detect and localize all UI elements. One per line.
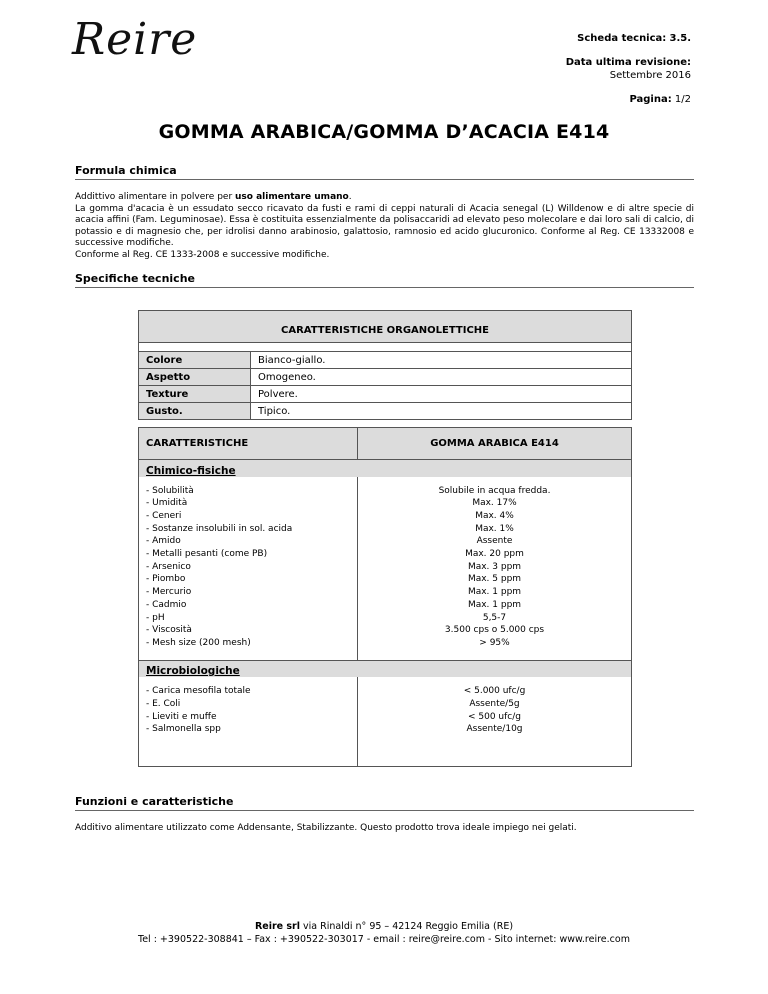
spec-value: < 500 ufc/g [467, 711, 521, 722]
document-title: GOMMA ARABICA/GOMMA D’ACACIA E414 [158, 121, 610, 143]
spec-value: Max. 5 ppm [467, 574, 522, 585]
spec-name: - Carica mesofila totale [146, 686, 251, 697]
table-row [139, 386, 632, 403]
scheda-label: Scheda tecnica: [577, 33, 667, 44]
chimico-fisiche-values [358, 477, 632, 661]
spec-value: Max. 1 ppm [467, 599, 522, 610]
org-value: Tipico. [251, 403, 632, 420]
org-key: Aspetto [139, 369, 251, 386]
org-value: Omogeneo. [251, 369, 632, 386]
organolettiche-table [138, 310, 632, 420]
spec-value: Max. 3 ppm [467, 561, 522, 572]
spec-name: - Ceneri [146, 510, 182, 521]
spec-name: - Sostanze insolubili in sol. acida [146, 523, 293, 534]
microbiologiche-names [139, 677, 358, 766]
spec-value: Assente/10g [466, 724, 523, 735]
spec-name: - Umidità [146, 498, 188, 509]
spec-value: 3.500 cps o 5.000 cps [444, 625, 545, 636]
data-revisione [566, 56, 691, 82]
formula-line-last: Conforme al Reg. CE 1333-2008 e successive modifiche. [75, 249, 330, 260]
table-row [139, 369, 632, 386]
microbiologiche-values [358, 677, 632, 766]
col-caratteristiche: CARATTERISTICHE [139, 428, 358, 460]
pagina [629, 93, 691, 106]
spec-name: - Salmonella spp [146, 724, 221, 735]
section-heading-formula: Formula chimica [75, 164, 694, 180]
organolettiche-heading: CARATTERISTICHE ORGANOLETTICHE [139, 311, 632, 343]
spec-name: - pH [146, 612, 165, 623]
spec-name: - Cadmio [146, 599, 187, 610]
table-row [139, 352, 632, 369]
org-value: Bianco-giallo. [251, 352, 632, 369]
spec-name: - Arsenico [146, 561, 191, 572]
spec-value: Assente [476, 536, 513, 547]
section-heading-funzioni: Funzioni e caratteristiche [75, 795, 694, 811]
scheda-tecnica [577, 32, 691, 45]
formula-paragraph [75, 192, 694, 262]
spec-value: Max. 1 ppm [467, 587, 522, 598]
group-chimico-fisiche: Chimico-fisiche [139, 460, 632, 477]
org-key: Gusto. [139, 403, 251, 420]
spec-value: Max. 17% [472, 498, 517, 509]
organolettiche-spacer [139, 343, 632, 352]
scheda-value: 3.5. [669, 33, 691, 44]
org-value: Polvere. [251, 386, 632, 403]
col-gomma-arabica: GOMMA ARABICA E414 [358, 428, 632, 460]
section-heading-specifiche: Specifiche tecniche [75, 272, 694, 288]
spec-value: 5,5-7 [482, 612, 507, 623]
table-row [139, 403, 632, 420]
footer-contacts: Tel : +390522-308841 – Fax : +390522-303017 - email : reire@reire.com - Sito internet: www.reire.com [138, 934, 630, 945]
formula-line-1: Addittivo alimentare in polvere per uso alimentare umano. [75, 192, 352, 202]
spec-name: - Mesh size (200 mesh) [146, 637, 251, 648]
spec-name: - Lieviti e muffe [146, 711, 217, 722]
spec-value: Max. 1% [475, 523, 514, 534]
spec-name: - E. Coli [146, 698, 181, 709]
org-key: Colore [139, 352, 251, 369]
page-footer [0, 920, 768, 946]
company-logo: Reire [72, 14, 198, 65]
pagina-label: Pagina: [629, 94, 672, 105]
formula-body: La gomma d'acacia è un essudato secco ricavato da fusti e rami di ceppi naturali di Acacia senegal (L) Willdenow e di altre specie di acacia affini (Fam. Leguminosae). Essa è costituita essenzialmente da polisaccaridi ad elevato peso molecolare e dai loro sali di calcio, di potassio e di magnesio che, per idrolisi danno arabinosio, galattosio, ramnosio ed acido glucuronico. Conforme al Reg. CE 13332008 e successive modifiche. [75, 203, 694, 249]
chimico-fisiche-names [139, 477, 358, 661]
spec-name: - Solubilità [146, 485, 194, 496]
pagina-value: 1/2 [674, 94, 691, 105]
spec-value: Max. 20 ppm [465, 549, 524, 560]
spec-name: - Metalli pesanti (come PB) [146, 549, 268, 560]
funzioni-paragraph: Additivo alimentare utilizzato come Addensante, Stabilizzante. Questo prodotto trova ideale impiego nei gelati. [75, 823, 577, 833]
spec-name: - Viscosità [146, 625, 192, 636]
spec-name: - Amido [146, 536, 181, 547]
revisione-value: Settembre 2016 [609, 70, 691, 81]
revisione-label: Data ultima revisione: [565, 57, 691, 68]
spec-value: Max. 4% [475, 510, 514, 521]
spec-value: Solubile in acqua fredda. [438, 485, 551, 496]
spec-name: - Piombo [146, 574, 186, 585]
footer-address: Reire srl via Rinaldi n° 95 – 42124 Reggio Emilia (RE) [254, 921, 514, 932]
group-microbiologiche: Microbiologiche [139, 660, 632, 677]
spec-value: < 5.000 ufc/g [463, 686, 526, 697]
spec-value: > 95% [479, 637, 510, 648]
specifiche-table [138, 427, 632, 767]
spec-value: Assente/5g [469, 698, 520, 709]
org-key: Texture [139, 386, 251, 403]
spec-name: - Mercurio [146, 587, 192, 598]
